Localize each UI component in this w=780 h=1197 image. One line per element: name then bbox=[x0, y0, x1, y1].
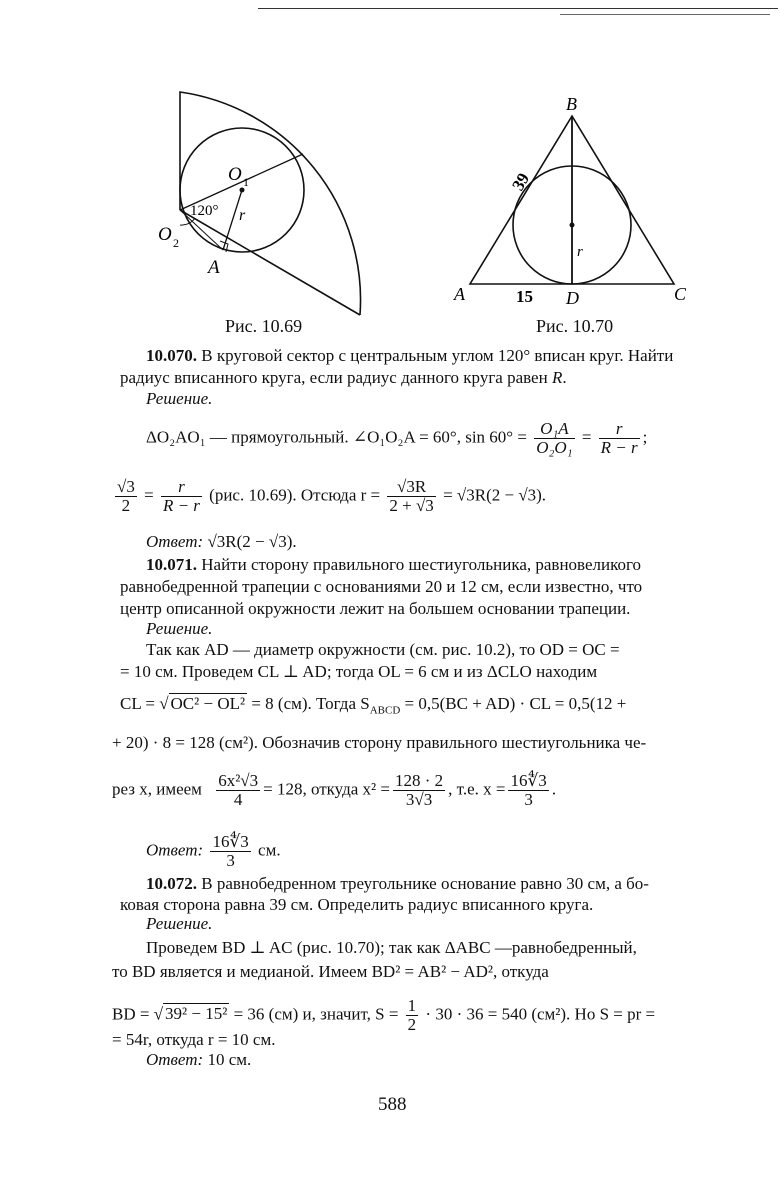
label-a: A bbox=[208, 257, 220, 278]
answer-label: Ответ: bbox=[146, 1050, 204, 1069]
answer-label: Ответ: bbox=[146, 532, 204, 551]
equation-text: ΔO₂AO₁ — прямоугольный. ∠O₁O₂A = 60°, sin 60° = bbox=[146, 427, 532, 447]
header-rule-secondary bbox=[560, 14, 770, 15]
fraction-denominator: R − r bbox=[162, 496, 200, 515]
fraction bbox=[210, 833, 250, 870]
label-o2-sub: 2 bbox=[173, 236, 179, 250]
fraction-numerator: √3 bbox=[117, 477, 135, 496]
fraction-numerator: 6x²√3 bbox=[218, 771, 259, 790]
label-r: r bbox=[239, 207, 246, 224]
fraction-denominator: 2 bbox=[121, 496, 131, 515]
caption-fig-10-70: Рис. 10.70 bbox=[536, 316, 614, 336]
equation-end: . bbox=[551, 779, 557, 799]
statement-text: Найти сторону правильного шестиугольника, равновеликого bbox=[197, 555, 642, 574]
fraction-numerator: √3R bbox=[387, 478, 435, 497]
equation-text: BD = bbox=[112, 1004, 154, 1024]
fraction bbox=[387, 478, 435, 515]
fraction-denominator: 3 bbox=[524, 790, 533, 809]
statement-text: радиус вписанного круга, если радиус данного круга равен bbox=[120, 368, 552, 387]
problem-10-071-text-2: = 10 см. Проведем CL ⊥ AD; тогда OL = 6 см и из ΔCLO находим bbox=[120, 662, 598, 681]
solution-heading: Решение. bbox=[146, 914, 213, 933]
fraction-denominator: 3 bbox=[226, 851, 235, 870]
equation-end: ; bbox=[642, 427, 648, 447]
fraction bbox=[115, 478, 137, 515]
label-a: A bbox=[454, 284, 465, 304]
problem-10-072-text-4: = 54r, откуда r = 10 см. bbox=[112, 1030, 276, 1049]
problem-10-071-statement-3: центр описанной окружности лежит на большем основании трапеции. bbox=[120, 599, 631, 618]
figure-10-70 bbox=[450, 90, 690, 310]
statement-variable: R bbox=[551, 368, 563, 387]
fraction bbox=[216, 772, 260, 809]
problem-10-071-text-3: CL = √ OC² − OL² = 8 (см). Тогда $S_{ABCD} = 0,5(BC + AD)$ · CL = 0,5(12 + bbox=[120, 694, 627, 717]
problem-10-071-statement-1 bbox=[146, 555, 641, 575]
incenter-point bbox=[570, 223, 575, 228]
square-root: OC² − OL² bbox=[170, 694, 246, 713]
square-root: 39² − 15² bbox=[165, 1004, 228, 1024]
equals: = bbox=[577, 427, 596, 447]
header-rule bbox=[258, 8, 778, 9]
answer-unit: см. bbox=[253, 840, 281, 860]
problem-number: 10.070. bbox=[146, 346, 197, 365]
equation-text: CL = bbox=[120, 694, 160, 713]
fraction-denominator: 2 + √3 bbox=[389, 496, 434, 515]
problem-number: 10.072. bbox=[146, 874, 197, 893]
statement-text: В круговой сектор с центральным углом 120° вписан круг. Найти bbox=[197, 346, 674, 365]
fraction-denominator: 3√3 bbox=[405, 790, 433, 809]
fraction bbox=[406, 997, 419, 1034]
caption-fig-10-69: Рис. 10.69 bbox=[225, 316, 303, 336]
fraction-numerator: 1 bbox=[407, 996, 417, 1015]
fraction bbox=[599, 420, 640, 457]
problem-number: 10.071. bbox=[146, 555, 197, 574]
problem-10-070-answer bbox=[146, 532, 297, 552]
equation-text: = 36 (см) и, значит, S = bbox=[229, 1004, 403, 1024]
equation-text: = 0,5(BC + AD) · CL = 0,5(12 + bbox=[400, 694, 627, 713]
equation-text: · 30 · 36 = 540 (см²). Но S = pr = bbox=[421, 1004, 656, 1024]
solution-heading: Решение. bbox=[146, 389, 213, 408]
label-angle: 120° bbox=[190, 203, 219, 219]
problem-10-070-statement-1 bbox=[146, 346, 673, 366]
fraction-numerator: r bbox=[599, 420, 640, 439]
problem-10-072-statement-2: ковая сторона равна 39 см. Определить радиус вписанного круга. bbox=[120, 895, 594, 914]
answer-label: Ответ: bbox=[146, 840, 204, 860]
equation-text: , т.е. x = bbox=[448, 779, 506, 799]
fraction bbox=[393, 772, 445, 809]
fraction bbox=[508, 772, 548, 809]
sector-lower-radius bbox=[180, 210, 360, 315]
problem-10-072-statement-1 bbox=[146, 874, 649, 894]
statement-end: . bbox=[562, 368, 567, 387]
label-base-15: 15 bbox=[516, 287, 533, 306]
label-d: D bbox=[566, 288, 579, 308]
statement-text: В равнобедренном треугольнике основание равно 30 см, а бо- bbox=[197, 874, 649, 893]
page-number: 588 bbox=[378, 1094, 407, 1115]
solution-heading: Решение. bbox=[146, 619, 213, 638]
label-o2: O bbox=[158, 224, 172, 245]
problem-10-071-text-5 bbox=[112, 772, 556, 809]
equation-end: = √3R(2 − √3). bbox=[438, 485, 547, 505]
problem-10-070-statement-2 bbox=[120, 368, 567, 388]
fraction-denominator: O₂O₁ bbox=[536, 438, 573, 457]
label-r: r bbox=[577, 244, 583, 260]
problem-10-070-line-2 bbox=[112, 478, 546, 515]
fraction-numerator: r bbox=[161, 478, 202, 497]
answer-value: 10 см. bbox=[203, 1050, 252, 1069]
equation-text: = 128, откуда x² = bbox=[263, 779, 390, 799]
fraction-denominator: 2 bbox=[407, 1015, 417, 1034]
problem-10-071-statement-2: равнобедренной трапеции с основаниями 20 и 12 см, если известно, что bbox=[120, 577, 643, 596]
equals: = bbox=[139, 485, 158, 505]
problem-10-071-answer bbox=[146, 833, 281, 870]
fraction-numerator: O₁A bbox=[534, 420, 574, 439]
label-b: B bbox=[566, 94, 577, 114]
label-o1-sub: 1 bbox=[243, 175, 249, 189]
fraction bbox=[161, 478, 202, 515]
answer-value: √3R(2 − √3). bbox=[203, 532, 297, 551]
fraction-denominator: 4 bbox=[233, 790, 243, 809]
label-c: C bbox=[674, 284, 687, 304]
subscript: ABCD bbox=[369, 704, 401, 717]
equation-text: рез x, имеем bbox=[112, 779, 202, 799]
problem-10-072-answer bbox=[146, 1050, 251, 1070]
fraction-numerator: 16∜3 bbox=[510, 771, 547, 790]
fraction bbox=[534, 420, 574, 457]
problem-10-071-text-1: Так как AD — диаметр окружности (см. рис. 10.2), то OD = OC = bbox=[146, 640, 620, 659]
label-side-39: 39 bbox=[508, 169, 534, 194]
problem-10-071-text-4: + 20) · 8 = 128 (см²). Обозначив сторону правильного шестиугольника че- bbox=[112, 733, 647, 752]
problem-10-072-text-1: Проведем BD ⊥ AC (рис. 10.70); так как ΔABC —равнобедренный, bbox=[146, 938, 637, 957]
problem-10-072-text-2: то BD является и медианой. Имеем BD² = AB² − AD², откуда bbox=[112, 962, 549, 981]
problem-10-070-line-1 bbox=[146, 420, 647, 457]
problem-10-072-text-3: BD = √ 39² − 15² = 36 (см) и, значит, S = $\frac{1}{2}$ · 30 · 36 = 540 (см²). Но S = pr = bbox=[112, 996, 656, 1034]
fraction-denominator: R − r bbox=[600, 438, 638, 457]
label-o1: O bbox=[228, 164, 242, 185]
fraction-numerator: 128 · 2 bbox=[395, 771, 444, 790]
equation-text: = 8 (см). Тогда S bbox=[247, 694, 370, 713]
fraction-numerator: 16∜3 bbox=[212, 832, 249, 851]
equation-text: (рис. 10.69). Отсюда r = bbox=[204, 485, 385, 505]
